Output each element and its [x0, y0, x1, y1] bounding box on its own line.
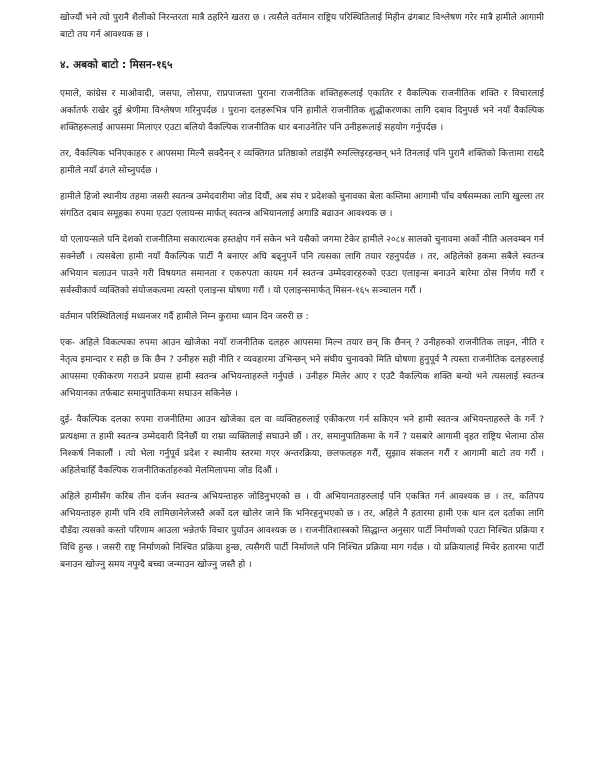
- paragraph-point-two: दुई- वैकल्पिक दलका रुपमा राजनीतिमा आउन खोजेका दल वा व्यक्तिहरुलाई एकीकरण गर्न सकिएन भने हामी स्वतन्त्र अभियन्ताहरुले के गर्ने ? प्रत्यक्षमा त हामी स्वतन्त्र उम्मेदवारी दिनेछौं या राम्रा व्यक्तिलाई सघाउने छौं । तर, समानुपातिकमा के गर्ने ? यसबारे आगामी वृहत राष्ट्रिय भेलामा ठोस निश्कर्ष निकालौं । त्यो भेला गर्नुपूर्व प्रदेश र स्थानीय स्तरमा गएर अन्तरक्रिया, छलफलहरु गरौं, सुझाव संकलन गरौं र आगामी बाटो तय गरौं । अहिलेचाहिँ वैकल्पिक राजनीतिकर्ताहरुको मेलमिलापमा जोड दिऔं ।: [60, 415, 544, 476]
- section-heading: ४. अबको बाटो : मिसन-१६५: [60, 59, 173, 71]
- paragraph-parties-analysis: एमाले, कांग्रेस र माओवादी, जसपा, लोसपा, राप्रपाजस्ता पुराना राजनीतिक शक्तिहरूलाई एकातिर र वैकल्पिक राजनीतिक शक्ति र विचारलाई अर्कातर्फ राखेर दुई श्रेणीमा विश्लेषण गरिनुपर्दछ । पुराना दलहरूभित्र पनि हामीले राजनीतिक शुद्धीकरणका लागि दबाव दिनुपर्छ भने नयाँ वैकल्पिक शक्तिहरूलाई आपसमा मिलाएर एउटा बलियो वैकल्पिक राजनीतिक धार बनाउनेतिर पनि उनीहरूलाई सहयोग गर्नुपर्दछ ।: [60, 89, 544, 133]
- paragraph-alternatives: तर, वैकल्पिक भनिएकाहरु र आपसमा मिल्नै सक्दैनन् र व्यक्तिगत प्रतिष्ठाको लडाइँमै रुमल्लिइरहन्छन् भने तिनलाई पनि पुरानै शक्तिको कित्तामा राख्दै हामीले नयाँ ढंगले सोच्नुपर्दछ ।: [60, 149, 544, 176]
- intro-paragraph: खोज्यौं भने त्यो पुरानै शैलीको निरन्तरता मात्रै ठहरिने खतरा छ । त्यसैले वर्तमान राष्ट्रिय परिस्थितिलाई मिहीन ढंगबाट विश्लेषण गरेर मात्रै हामीले आगामी बाटो तय गर्न आवश्यक छ ।: [60, 13, 544, 40]
- paragraph-mission-165: यो एलायन्सले पनि देशको राजनीतिमा सकारात्मक हस्तक्षेप गर्न सकेन भने यसैको जगमा टेकेर हामीले २०८४ सालको चुनावमा अर्को नीति अलवम्बन गर्न सक्नेछौं । त्यसबेला हामी नयाँ वैकल्पिक पार्टी नै बनाएर अघि बढ्नुपर्ने पनि त्यसका लागि तयार रहनुपर्दछ । तर, अहिलेको हकमा सबैले स्वतन्त्र अभियान चलाउन पाउने गरी विषयगत समानता र एकरुपता कायम गर्न स्वतन्त्र उम्मेदवारहरुको एउटा एलाइन्स बनाउने बारेमा ठोस निर्णय गरौं र सर्वस्वीकार्य व्यक्तिको संयोजकत्वमा त्यस्तो एलाइन्स घोषणा गरौं । यो एलाइन्समार्फत् मिसन-१६५ सञ्चालन गरौं ।: [60, 235, 544, 296]
- paragraph-alliance: हामीले हिजो स्थानीय तहमा जसरी स्वतन्त्र उम्मेदवारीमा जोड दियौं, अब संघ र प्रदेशको चुनावका बेला कम्तिमा आगामी पाँच वर्षसम्मका लागि खुल्ला तर संगठित दबाव समूहका रुपमा एउटा एलायन्स मार्फत् स्वतन्त्र अभियानलाई अगाडि बढाउन आवश्यक छ ।: [60, 192, 544, 219]
- paragraph-point-one: एक- अहिले विकल्पका रुपमा आउन खोजेका नयाँ राजनीतिक दलहरु आपसमा मिल्न तयार छन् कि छैनन् ? उनीहरुको राजनीतिक लाइन, नीति र नेतृत्व इमान्दार र सही छ कि छैन ? उनीहरु सही नीति र व्यवहारमा उभिन्छन् भने संघीय चुनावको मिति घोषणा हुनुपूर्व नै त्यस्ता राजनीतिक दलहरुलाई आपसमा एकीकरण गराउने प्रयास हामी स्वतन्त्र अभियन्ताहरुले गर्नुपर्छ । उनीहरु मिलेर आए र एउटै वैकल्पिक शक्ति बन्यो भने त्यसलाई स्वतन्त्र अभियानका तर्फबाट समानुपातिकमा सघाउन सकिनेछ ।: [60, 338, 544, 399]
- paragraph-considerations-intro: वर्तमान परिस्थितिलाई मध्यनजर गर्दै हामीले निम्न कुरामा ध्यान दिन जरुरी छ :: [60, 312, 309, 322]
- paragraph-activists: अहिले हामीसँग करिब तीन दर्जन स्वतन्त्र अभियन्ताहरु जोडिनुभएको छ । यी अभियानताहरुलाई पनि एकत्रित गर्न आवश्यक छ । तर, कतिपय अभियन्ताहरु हामी पनि रवि लामिछानेलेजस्तै अर्को दल खोलेर जाने कि भनिरहनुभएको छ । तर, अहिले नै हतारमा हामी एक थान दल दर्ताका लागि दौडँदा त्यसको कस्तो परिणाम आउला भन्नेतर्फ विचार पुर्याउन आवश्यक छ । राजनीतिशास्त्रको सिद्धान्त अनुसार पार्टी निर्माणको एउटा निश्चित प्रक्रिया र विधि हुन्छ । जसरी राष्ट्र निर्माणको निश्चित प्रक्रिया हुन्छ, त्यसैगरी पार्टी निर्माणले पनि निश्चित प्रक्रिया माग गर्दछ । यो प्रक्रियालाई मिचेर हतारमा पार्टी बनाउन खोज्नु समय नपुग्दै बच्चा जन्माउन खोज्नु जस्तै हो ।: [60, 492, 544, 570]
